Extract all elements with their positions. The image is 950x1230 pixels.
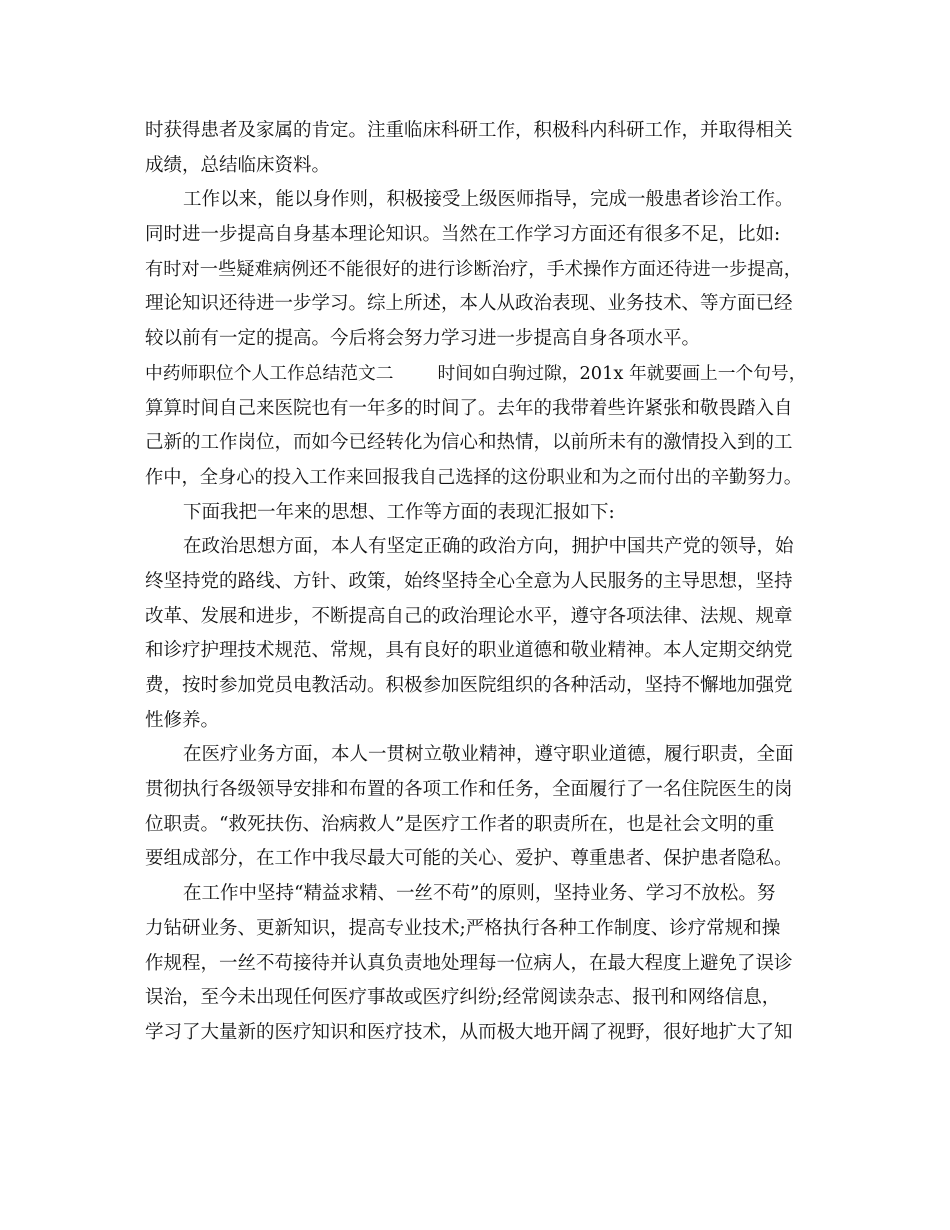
- text-line: 作中，全身心的投入工作来回报我自己选择的这份职业和为之而付出的辛勤努力。: [145, 466, 802, 488]
- text-line: 成绩，总结临床资料。: [145, 154, 331, 176]
- text-line: 误治，至今未出现任何医疗事故或医疗纠纷;经常阅读杂志、报刊和网络信息，: [145, 987, 781, 1009]
- text-line: 费，按时参加党员电教活动。积极参加医院组织的各种活动，坚持不懈地加强党: [145, 675, 793, 696]
- paragraph-start-line: 在医疗业务方面，本人一贯树立敬业精神，遵守职业道德，履行职责，全面: [183, 744, 794, 766]
- section-first-sentence: 时间如白驹过隙，201x 年就要画上一个句号，: [437, 363, 807, 384]
- text-line: 己新的工作岗位，而如今已经转化为信心和热情，以前所未有的激情投入到的工: [145, 432, 793, 454]
- text-line: 理论知识还待进一步学习。综上所述，本人从政治表现、业务技术、等方面已经: [145, 293, 793, 315]
- text-line: 同时进一步提高自身基本理论知识。当然在工作学习方面还有很多不足，比如:: [145, 224, 781, 246]
- text-line: 有时对一些疑难病例还不能很好的进行诊断治疗，手术操作方面还待进一步提高，: [145, 258, 802, 280]
- paragraph-start-line: 下面我把一年来的思想、工作等方面的表现汇报如下:: [183, 501, 615, 523]
- document-body: [145, 114, 810, 1051]
- paragraph-start-line: 工作以来，能以身作则，积极接受上级医师指导，完成一般患者诊治工作。: [183, 189, 794, 211]
- text-line: 作规程，一丝不苟接待并认真负责地处理每一位病人，在最大程度上避免了误诊: [145, 952, 793, 974]
- text-line: 位职责。“救死扶伤、治病救人”是医疗工作者的职责所在，也是社会文明的重: [145, 813, 775, 835]
- text-line: 学习了大量新的医疗知识和医疗技术，从而极大地开阔了视野，很好地扩大了知: [145, 1021, 793, 1043]
- paragraph-start-line: 在工作中坚持“精益求精、一丝不苟”的原则，坚持业务、学习不放松。努: [183, 883, 776, 905]
- text-line: 改革、发展和进步，不断提高自己的政治理论水平，遵守各项法律、法规、规章: [145, 605, 793, 627]
- text-line: 贯彻执行各级领导安排和布置的各项工作和任务，全面履行了一名住院医生的岗: [145, 779, 793, 801]
- text-line: 力钻研业务、更新知识，提高专业技术;严格执行各种工作制度、诊疗常规和操: [145, 917, 781, 939]
- text-line: 终坚持党的路线、方针、政策，始终坚持全心全意为人民服务的主导思想，坚持: [145, 570, 793, 592]
- section-heading-line: [145, 357, 810, 392]
- section-heading: 中药师职位个人工作总结范文二: [145, 363, 394, 384]
- text-line: 性修养。: [145, 709, 220, 731]
- text-line: 要组成部分，在工作中我尽最大可能的关心、爱护、尊重患者、保护患者隐私。: [145, 848, 793, 870]
- text-line: 较以前有一定的提高。今后将会努力学习进一步提高自身各项水平。: [145, 328, 701, 350]
- text-line: 算算时间自己来医院也有一年多的时间了。去年的我带着些许紧张和敬畏踏入自: [145, 397, 793, 419]
- text-line: 时获得患者及家属的肯定。注重临床科研工作，积极科内科研工作，并取得相关: [145, 120, 793, 141]
- paragraph-start-line: 在政治思想方面，本人有坚定正确的政治方向，拥护中国共产党的领导，始: [183, 536, 794, 558]
- text-line: 和诊疗护理技术规范、常规，具有良好的职业道德和敬业精神。本人定期交纳党: [145, 640, 793, 662]
